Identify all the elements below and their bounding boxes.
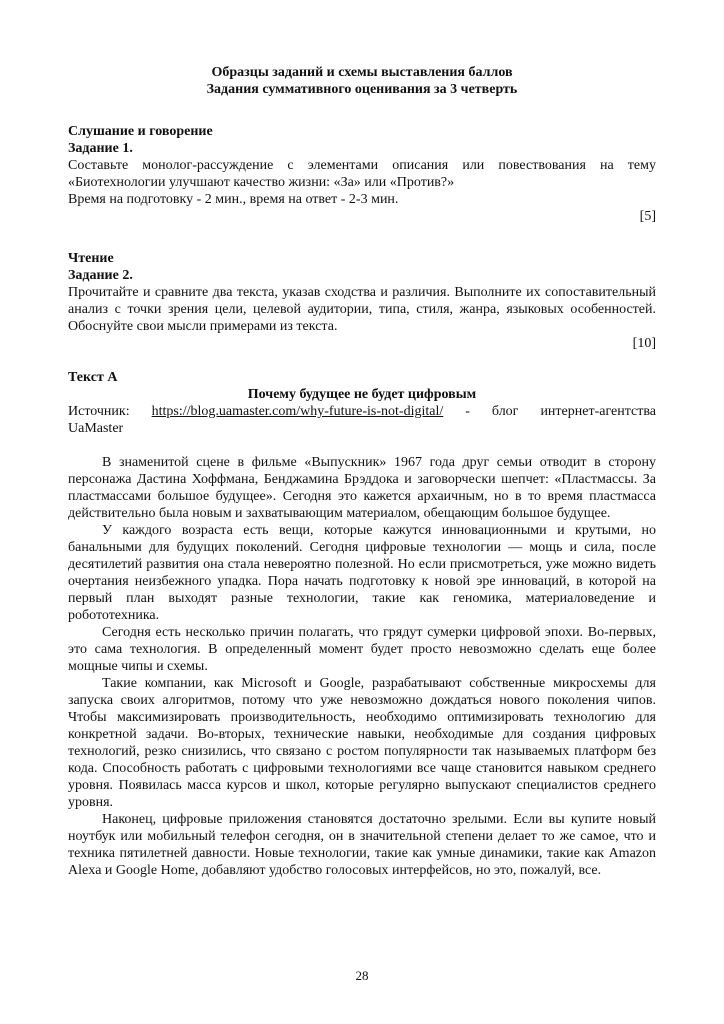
source-line xyxy=(68,403,656,420)
task-1-time: Время на подготовку - 2 мин., время на ответ - 2-3 мин. xyxy=(68,192,399,207)
section-heading-listening: Слушание и говорение xyxy=(68,124,213,139)
task-2-label: Задание 2. xyxy=(68,268,133,283)
task-1-score: [5] xyxy=(639,209,656,224)
source-suffix-word: - xyxy=(465,404,470,419)
text-a-label: Текст А xyxy=(68,370,118,385)
task-1-text: Составьте монолог-рассуждение с элементами описания или повествования на тему «Биотехнологии улучшают качество жизни: «За» или «Против?» xyxy=(68,158,656,190)
text-a-title: Почему будущее не будет цифровым xyxy=(247,387,477,402)
doc-title-line1: Образцы заданий и схемы выставления баллов xyxy=(211,65,513,80)
task-1-label: Задание 1. xyxy=(68,141,133,156)
text-a-paragraph: В знаменитой сцене в фильме «Выпускник» 1967 года друг семьи отводит в сторону персонажа Дастина Хоффмана, Бенджамина Брэддока и заговорчески шепчет: «Пластмассы. За пластмассами большое будущее». Сегодня это кажется архаичным, но в то время пластмасса действительно была новым и захватывающим материалом, обещающим большое будущее. xyxy=(68,455,656,521)
task-2-text: Прочитайте и сравните два текста, указав сходства и различия. Выполните их сопоставительный анализ с точки зрения цели, целевой аудитории, типа, стиля, жанра, языковых особенностей. Обоснуйте свои мысли примерами из текста. xyxy=(68,285,656,334)
text-a-paragraph: У каждого возраста есть вещи, которые кажутся инновационными и крутыми, но банальными для будущих поколений. Сегодня цифровые технологии — мощь и сила, после десятилетий развития она стала невероятно полезной. Но если присмотреться, уже можно видеть очертания неизбежного упадка. Пора начать подготовку к новой эре инноваций, в которой на первый план выходят разные технологии, такие как геномика, материаловедение и робототехника. xyxy=(68,523,656,623)
text-a-paragraph: Наконец, цифровые приложения становятся достаточно зрелыми. Если вы купите новый ноутбук или мобильный телефон сегодня, он в значительной степени делает то же самое, что и техника пятилетней давности. Новые технологии, такие как умные динамики, такие как Amazon Alexa и Google Home, добавляют удобство голосовых интерфейсов, но это, пожалуй, все. xyxy=(68,812,656,878)
source-link[interactable]: https://blog.uamaster.com/why-future-is-not-digital/ xyxy=(151,404,444,419)
source-suffix-word: блог xyxy=(491,404,519,419)
document-page xyxy=(68,64,656,879)
section-heading-reading: Чтение xyxy=(68,251,114,266)
text-a-paragraph: Такие компании, как Microsoft и Google, разрабатывают собственные микросхемы для запуска своих алгоритмов, потому что уже невозможно дождаться нового поколения чипов. Чтобы максимизировать производительность, необходимо оптимизировать технологию для конкретной задачи. Во-вторых, технические навыки, необходимые для создания цифровых технологий, резко снизились, что связано с ростом популярности так называемых платформ без кода. Способность работать с цифровыми технологиями все чаще становится навыком среднего уровня. Появилась масса курсов и школ, которые регулярно выпускают специалистов среднего уровня. xyxy=(68,676,656,810)
source-label: Источник: xyxy=(68,404,130,419)
source-suffix-wrapped: UaMaster xyxy=(68,421,124,436)
doc-title-line2: Задания суммативного оценивания за 3 четверть xyxy=(206,82,518,97)
text-a-body xyxy=(68,454,656,879)
text-a-paragraph: Сегодня есть несколько причин полагать, что грядут сумерки цифровой эпохи. Во-первых, это сама технология. В определенный момент будет просто невозможно сделать еще более мощные чипы и схемы. xyxy=(68,625,656,674)
page-number: 28 xyxy=(355,968,369,983)
task-2-score: [10] xyxy=(632,336,656,351)
source-suffix-word: интернет-агентства xyxy=(540,404,656,419)
